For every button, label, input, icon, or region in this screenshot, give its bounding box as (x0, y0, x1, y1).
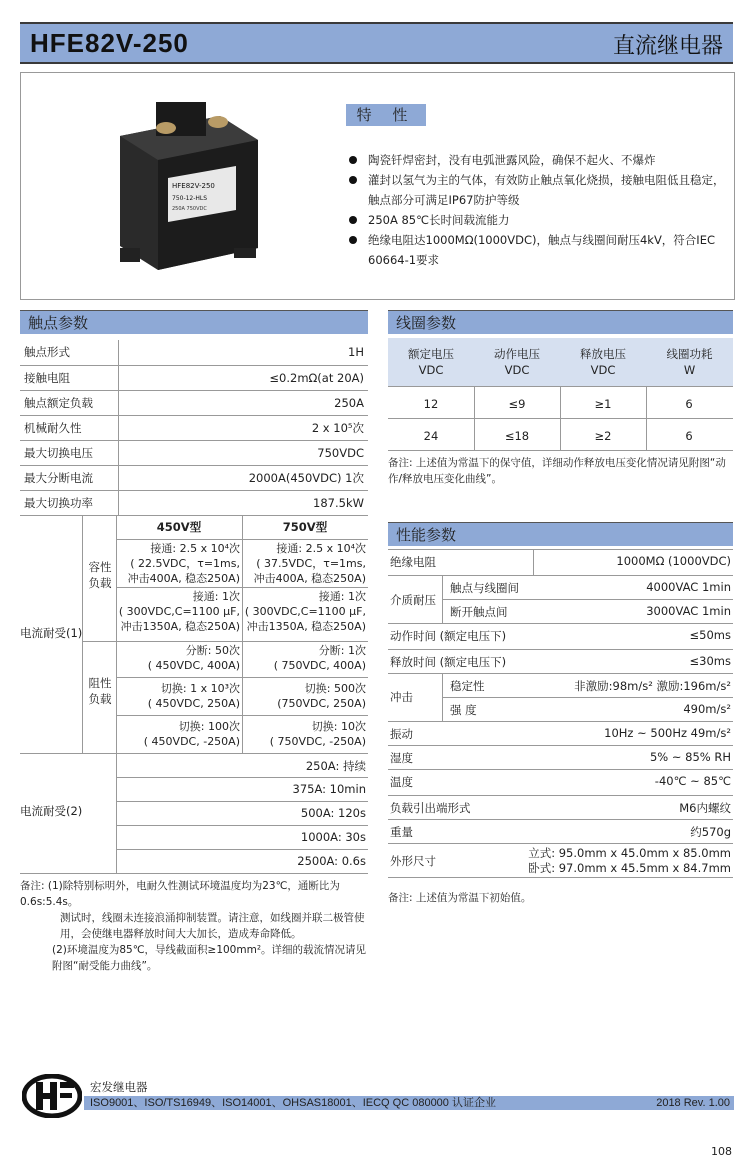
row-divider (388, 843, 733, 844)
row-divider (388, 745, 733, 746)
cap-cell-450: 接通: 1次 ( 300VDC,C=1100 μF, 冲击1350A, 稳态250A) (118, 590, 240, 633)
contact-value: 1H (119, 340, 369, 365)
model-title: HFE82V-250 (30, 28, 189, 58)
endurance2-value: 500A: 120s (300, 806, 366, 820)
coil-cell: 6 (685, 397, 693, 411)
col-divider (474, 387, 475, 451)
row-divider (442, 599, 733, 600)
coil-header-unit: VDC (418, 363, 444, 377)
revision: 2018 Rev. 1.00 (656, 1097, 730, 1109)
col-divider (533, 549, 534, 575)
endurance2-label: 电流耐受(2) (20, 804, 83, 818)
perf-value: 4000VAC 1min (646, 580, 731, 594)
label-line-3: 250A 750VDC (172, 206, 207, 212)
feature-item: 250A 85℃长时间载流能力 (346, 210, 731, 230)
contact-label: 最大分断电流 (20, 465, 119, 490)
row-divider (116, 825, 368, 826)
resistive-label: 阻性负载 (88, 676, 112, 706)
row-divider (388, 795, 733, 796)
page-number: 108 (711, 1145, 732, 1158)
perf-label: 介质耐压 (390, 593, 436, 607)
row-divider (388, 673, 733, 674)
perf-value: 1000MΩ (1000VDC) (616, 554, 731, 568)
endurance1-label: 电流耐受(1) (20, 626, 83, 640)
res-cell-450: 分断: 50次 ( 450VDC, 400A) (147, 644, 240, 672)
contact-value: 187.5kW (119, 490, 369, 515)
coil-cell: ≥2 (594, 429, 612, 443)
row-divider (116, 849, 368, 850)
perf-value: 立式: 95.0mm x 45.0mm x 85.0mm (528, 846, 731, 860)
row-divider (116, 777, 368, 778)
coil-cell: ≥1 (594, 397, 612, 411)
endurance2-block (20, 753, 368, 874)
contact-note: 备注: (1)除特别标明外，电耐久性测试环境温度均为23℃，通断比为0.6s:5.4s。 (20, 880, 340, 908)
coil-header: 动作电压 (494, 347, 540, 361)
perf-label: 重量 (390, 825, 413, 839)
perf-table (388, 549, 733, 885)
coil-header: 额定电压 (408, 347, 454, 361)
coil-cell: ≤18 (504, 429, 530, 443)
contact-label: 触点形式 (20, 340, 119, 365)
perf-label: 动作时间 (额定电压下) (390, 629, 507, 643)
endurance2-value: 1000A: 30s (300, 830, 366, 844)
endurance1-block (20, 515, 368, 754)
contact-row (20, 365, 368, 390)
contact-section-title: 触点参数 (20, 310, 368, 334)
perf-value: ≤30ms (689, 654, 731, 668)
contact-label: 最大切换电压 (20, 440, 119, 465)
perf-label: 冲击 (390, 690, 413, 704)
res-cell-450: 切换: 1 x 10³次 ( 450VDC, 250A) (147, 682, 240, 710)
perf-label: 负载引出端形式 (390, 801, 471, 815)
contact-value: 250A (119, 390, 369, 415)
perf-note: 备注: 上述值为常温下初始值。 (388, 892, 532, 904)
coil-cell: 6 (685, 429, 693, 443)
cap-cell-750: 接通: 2.5 x 10⁴次 ( 37.5VDC，τ=1ms, 冲击400A, 稳态250A) (253, 542, 366, 585)
row-divider (388, 549, 733, 550)
perf-value: 5% ~ 85% RH (649, 750, 731, 764)
perf-label: 绝缘电阻 (390, 555, 436, 569)
features-title: 特 性 (346, 104, 426, 126)
row-divider (388, 721, 733, 722)
relay-product-image (108, 98, 268, 278)
cap-cell-750: 接通: 1次 ( 300VDC,C=1100 μF, 冲击1350A, 稳态250A) (244, 590, 366, 633)
row-divider (388, 623, 733, 624)
coil-rows (388, 387, 733, 451)
contact-value: 2 x 10⁵次 (119, 415, 369, 440)
category-title: 直流继电器 (612, 34, 723, 59)
coil-cell: 12 (423, 397, 439, 411)
contact-table (20, 340, 368, 516)
coil-header-row (388, 338, 733, 387)
perf-value: 非激励:98m/s² 激励:196m/s² (574, 679, 731, 693)
endurance2-value: 2500A: 0.6s (297, 854, 366, 868)
perf-label: 外形尺寸 (390, 854, 436, 868)
contact-note: (2)环境温度为85℃，导线截面积≥100mm²。详细的载流情况请见附图“耐受能力曲线”。 (52, 944, 367, 972)
contact-row (20, 340, 368, 365)
perf-value: 卧式: 97.0mm x 45.5mm x 84.7mm (528, 861, 731, 875)
feature-item: 陶瓷钎焊密封，没有电弧泄露风险，确保不起火、不爆炸 (346, 150, 731, 170)
perf-sublabel: 强 度 (450, 703, 477, 717)
contact-notes (20, 878, 370, 974)
coil-cell: 24 (423, 429, 439, 443)
contact-value: 2000A(450VDC) 1次 (119, 465, 369, 490)
coil-header-unit: W (683, 363, 696, 377)
coil-header: 释放电压 (580, 347, 626, 361)
row-divider (388, 877, 733, 878)
feature-item: 灌封以氢气为主的气体，有效防止触点氧化烧损，接触电阻低且稳定，触点部分可满足IP67防护等级 (346, 170, 731, 210)
perf-value: 10Hz ~ 500Hz 49m/s² (604, 726, 731, 740)
hongfa-logo (22, 1074, 82, 1118)
perf-value: 约570g (690, 825, 731, 839)
contact-row (20, 490, 368, 515)
perf-value: -40℃ ~ 85℃ (654, 774, 731, 788)
cap-cell-450: 接通: 2.5 x 10⁴次 ( 22.5VDC，τ=1ms, 冲击400A, 稳态250A) (127, 542, 240, 585)
perf-section-title: 性能参数 (388, 522, 733, 546)
row-divider (388, 575, 733, 576)
perf-label: 温度 (390, 775, 413, 789)
contact-note: 测试时，线圈未连接浪涌抑制装置。请注意，如线圈并联二极管使用，会使继电器释放时间大大加长，造成寿命降低。 (60, 912, 365, 940)
perf-value: 3000VAC 1min (646, 604, 731, 618)
contact-label: 机械耐久性 (20, 415, 119, 440)
perf-value: 490m/s² (683, 702, 731, 716)
coil-cell: ≤9 (508, 397, 526, 411)
row-divider (116, 801, 368, 802)
label-line-1: HFE82V-250 (172, 182, 215, 190)
perf-value: M6内螺纹 (679, 801, 731, 815)
label-line-2: 750-12-HLS (172, 195, 208, 202)
cert-text: ISO9001、ISO/TS16949、ISO14001、OHSAS18001、IECQ QC 080000 认证企业 (90, 1097, 496, 1109)
contact-value: 750VDC (119, 440, 369, 465)
coil-section-title: 线圈参数 (388, 310, 733, 334)
perf-sublabel: 稳定性 (450, 679, 485, 693)
perf-label: 振动 (390, 727, 413, 741)
coil-note: 备注: 上述值为常温下的保守值，详细动作释放电压变化情况请见附图“动作/释放电压变化曲线”。 (388, 457, 726, 485)
endurance2-value: 375A: 10min (292, 782, 366, 796)
row-divider (388, 819, 733, 820)
coil-header: 线圈功耗 (666, 347, 713, 361)
col-divider (646, 387, 647, 451)
res-cell-750: 切换: 500次 (750VDC, 250A) (277, 682, 366, 710)
contact-row (20, 465, 368, 490)
perf-sublabel: 触点与线圈间 (450, 581, 519, 595)
perf-value: ≤50ms (689, 628, 731, 642)
features-list (346, 150, 731, 270)
contact-label: 最大切换功率 (20, 490, 119, 515)
col-750v: 750V型 (282, 520, 328, 534)
res-cell-450: 切换: 100次 ( 450VDC, -250A) (143, 720, 240, 748)
coil-header-unit: VDC (504, 363, 530, 377)
row-divider (388, 649, 733, 650)
row-divider (442, 697, 733, 698)
res-cell-750: 切换: 10次 ( 750VDC, -250A) (269, 720, 366, 748)
coil-header-unit: VDC (590, 363, 616, 377)
perf-label: 湿度 (390, 751, 413, 765)
col-divider (560, 387, 561, 451)
endurance2-value: 250A: 持续 (305, 759, 366, 773)
contact-value: ≤0.2mΩ(at 20A) (119, 365, 369, 390)
contact-label: 触点额定负载 (20, 390, 119, 415)
col-450v: 450V型 (156, 520, 202, 534)
contact-row (20, 415, 368, 440)
row-divider (388, 769, 733, 770)
contact-row (20, 390, 368, 415)
contact-row (20, 440, 368, 465)
perf-sublabel: 断开触点间 (450, 605, 508, 619)
capacitive-label: 容性负载 (88, 560, 112, 590)
contact-label: 接触电阻 (20, 365, 119, 390)
perf-label: 释放时间 (额定电压下) (390, 655, 507, 669)
page-header (20, 22, 733, 64)
res-cell-750: 分断: 1次 ( 750VDC, 400A) (273, 644, 366, 672)
feature-item: 绝缘电阻达1000MΩ(1000VDC)，触点与线圈间耐压4kV，符合IEC 60664-1要求 (346, 230, 731, 270)
company-name: 宏发继电器 (90, 1080, 148, 1094)
